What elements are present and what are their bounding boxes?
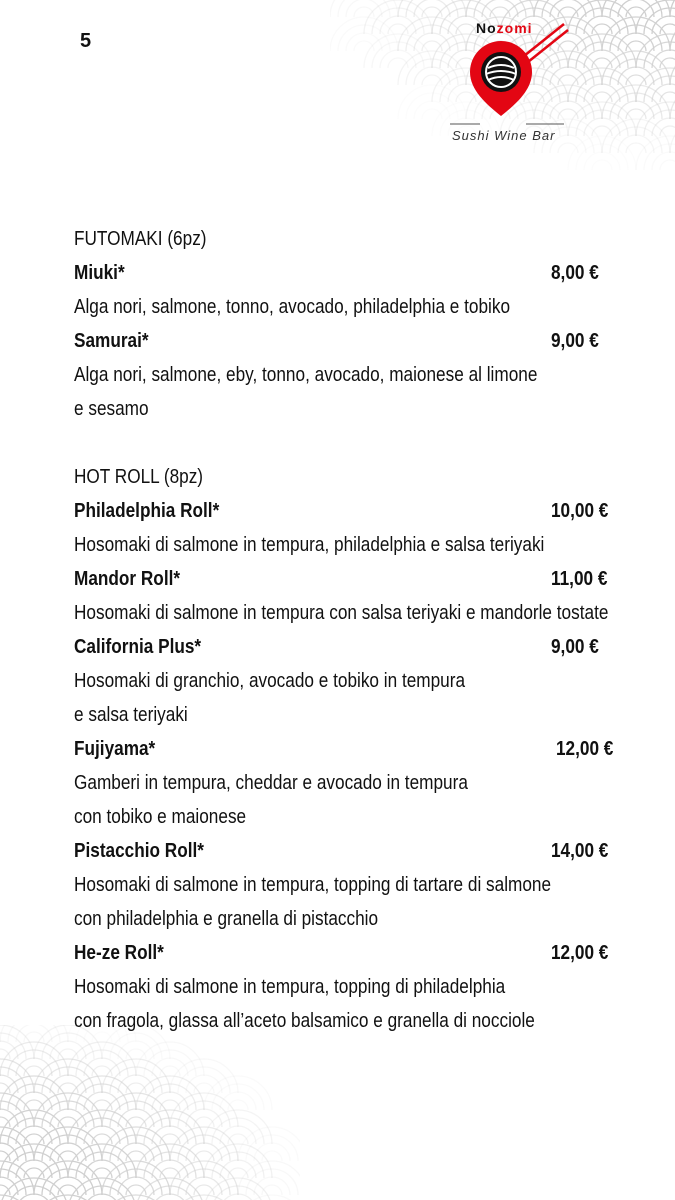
menu-item-price: 12,00 € xyxy=(550,942,609,964)
menu-item-price: 10,00 € xyxy=(550,500,609,522)
menu-item-description: e salsa teriyaki xyxy=(74,704,188,726)
menu-item-description: Hosomaki di salmone in tempura con salsa teriyaki e mandorle tostate xyxy=(74,602,609,624)
page-number: 5 xyxy=(80,30,92,52)
logo-wordmark: Nozomi xyxy=(476,20,533,36)
menu-item-description: Hosomaki di salmone in tempura, philadelphia e salsa teriyaki xyxy=(74,534,545,556)
menu-item-price: 8,00 € xyxy=(550,262,599,284)
menu-item-description: Alga nori, salmone, tonno, avocado, philadelphia e tobiko xyxy=(74,296,511,318)
menu-item xyxy=(74,494,609,528)
menu-item-price: 9,00 € xyxy=(550,330,599,352)
menu-item-description: Alga nori, salmone, eby, tonno, avocado, maionese al limone xyxy=(74,364,538,386)
menu-item xyxy=(74,834,609,868)
menu-item-description: Hosomaki di granchio, avocado e tobiko in tempura xyxy=(74,670,466,692)
nozomi-logo xyxy=(446,16,576,146)
wave-pattern-bottom xyxy=(0,1025,300,1200)
menu-item-name: Pistacchio Roll* xyxy=(74,840,204,862)
menu-item-price: 12,00 € xyxy=(555,738,614,760)
menu-item-description: con tobiko e maionese xyxy=(74,806,247,828)
menu-item-price: 14,00 € xyxy=(550,840,609,862)
menu-item-name: Fujiyama* xyxy=(74,738,156,760)
menu-item xyxy=(74,936,609,970)
menu-item-description: con philadelphia e granella di pistacchio xyxy=(74,908,379,930)
menu-item-name: Samurai* xyxy=(74,330,149,352)
menu-item xyxy=(74,324,599,358)
section-title: HOT ROLL (8pz) xyxy=(74,466,204,488)
logo-tagline: Sushi Wine Bar xyxy=(452,128,556,143)
menu-item-price: 11,00 € xyxy=(550,568,608,590)
section-gap xyxy=(74,426,573,460)
menu-item xyxy=(74,732,614,766)
menu-item-description: Hosomaki di salmone in tempura, topping di tartare di salmone xyxy=(74,874,552,896)
menu-item xyxy=(74,562,608,596)
menu-item-name: Philadelphia Roll* xyxy=(74,500,220,522)
menu-item-description: con fragola, glassa all’aceto balsamico e granella di nocciole xyxy=(74,1010,535,1032)
section-title: FUTOMAKI (6pz) xyxy=(74,228,207,250)
menu-list xyxy=(74,222,614,1038)
menu-item-name: He-ze Roll* xyxy=(74,942,164,964)
menu-item xyxy=(74,630,599,664)
menu-item-name: California Plus* xyxy=(74,636,202,658)
menu-item-description: Gamberi in tempura, cheddar e avocado in tempura xyxy=(74,772,468,794)
menu-item-price: 9,00 € xyxy=(550,636,599,658)
menu-item-description: Hosomaki di salmone in tempura, topping di philadelphia xyxy=(74,976,506,998)
menu-item xyxy=(74,256,599,290)
menu-item-name: Miuki* xyxy=(74,262,125,284)
menu-item-description: e sesamo xyxy=(74,398,149,420)
menu-item-name: Mandor Roll* xyxy=(74,568,181,590)
